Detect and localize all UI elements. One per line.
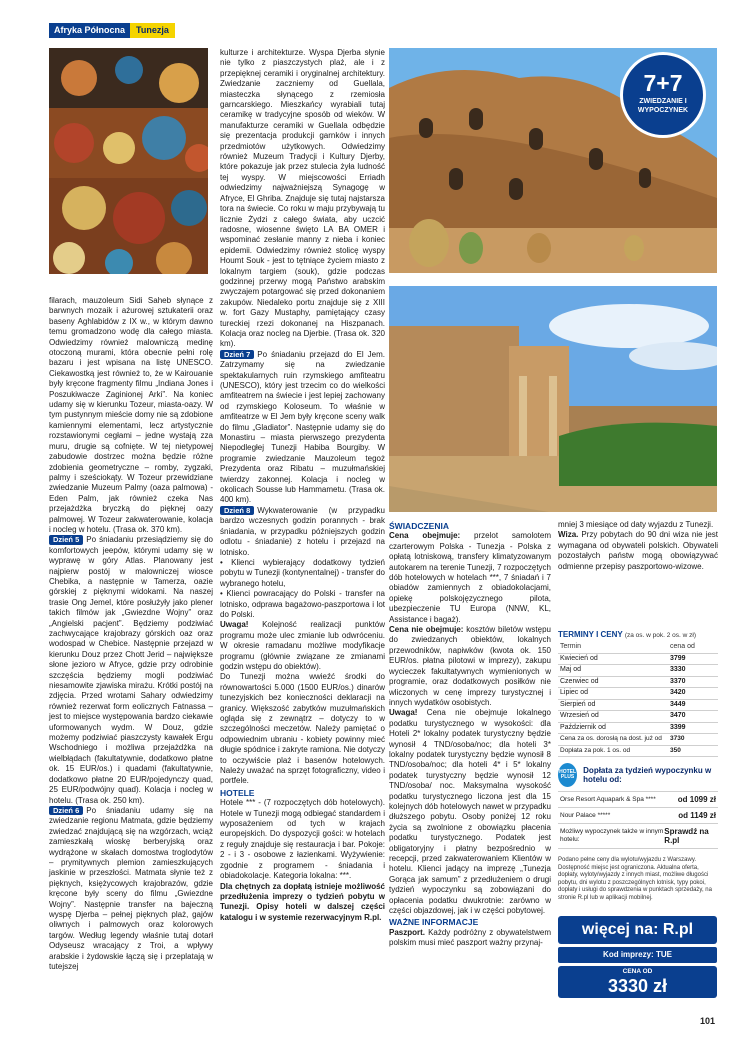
price-includes-label: Cena obejmuje: (389, 531, 461, 541)
badge-duration: 7+7 (643, 70, 683, 96)
itinerary-day6-continued: kulturze i architekturze. Wyspa Djerba słynie nie tylko z piaszczystych plaż, ale i z przepięknej ceramiki i oryginalnej architektury. Zwiedzanie zaczniemy od Guellala, miasteczka słynącego z rzemiosła garncarskiego. Mieszkańcy wyrabiali tutaj ceramikę w tradycyjne sposób od wieków. W manufakturze ceramiki w Guellala odbędzie się prezentacja produkcji garnków i innych przedmiotów użytkowych. Odwiedzimy również Muzeum Tradycji i Kultury Djerby, które pokazuje jak przez stulecia żyła ludność tej wyspy. W miejscowości Erriadh odwiedzimy najważniejszą Synagogę w Afryce, El Ghriba. Znajduje się tutaj najstarsza tora na świecie. Co roku w maju przybywają tu licznie Żydzi z całego świata, aby uczcić radosne, wiosenne święto LA BA OMER i wspominać zesłanie manny z nieba i koniec epidemii. Odwiedzimy również stolicę wyspy Houmt Souk - jest to tętniące życiem miasto z lokalnym targiem (souk), gdzie podczas godzinnej przerwy mogą Państwo arabskim zwyczajem potargować się przed dokonaniem zakupów. Niedaleko portu znajduje się z XIII w. fort Gazy Mustaphy, pamiętający czasy tureckiej rzezi dokonanej na Hiszpanach. Kolacja oraz nocleg na Djerbie. (Trasa ok. 320 km). (220, 48, 385, 349)
itinerary-column-2 (220, 48, 385, 923)
hotel-name: Orse Resort Aquapark & Spa **** (560, 795, 656, 803)
prices-table-header (558, 642, 718, 653)
important-info-heading: WAŻNE INFORMACJE (389, 917, 479, 928)
travel-advice: Do Tunezji można wwieźć środki do równowartości 5.000 (1500 EUR/os.) dinarów tunezyjskich bez konieczności deklaracji na granicy. Większość zabytków muzułmańskich ogląda się z zewnątrz – dotyczy to w szczególności meczetów. Należy pamiętać o odpowiednim ubraniu - kobiety powinny mieć długie spódnice i zakryte ramiona. Nie dotyczy to oczywiście plaż i basenów hotelowych. Należy uważać na sprzęt fotograficzny, video i portfele. (220, 672, 385, 786)
term-cell: Maj od (558, 665, 668, 677)
visa-text: Przy pobytach do 90 dni wiza nie jest wymagana od obywateli polskich. Obywateli pozostałych państw mogą obowiązywać odmienne przepisy paszportowo-wizowe. (558, 530, 718, 571)
breadcrumb (49, 23, 175, 38)
table-row (558, 688, 718, 700)
hotels-text: Hotele *** - (7 rozpoczętych dób hotelowych). Hotele w Tunezji mogą odbiegać standardem i wyposażeniem od tych w krajach europejskich. Do dyspozycji gości: w hotelach z reguły znajduje się restauracja i bar. Pokoje: 2 - i 3 - osobowe z łazienkami. Wyżywienie: zgodnie z programem - śniadania i obiadokolacje. Kategoria lokalna: ***. (220, 798, 385, 881)
price-from-box (558, 966, 717, 998)
term-cell: Kwiecień od (558, 653, 668, 665)
term-cell: Sierpień od (558, 699, 668, 711)
itinerary-note: Kolejność realizacji punktów programu może ulec zmianie lub odwróceniu. W okresie ramadanu możliwe modyfikacje programu (głównie związane ze zmianami godzin wstępu do obiektów). (220, 620, 385, 671)
hotel-extension-header (558, 763, 718, 792)
prices-title: TERMINY I CENY (558, 630, 623, 639)
tax-note-label: Uwaga! (389, 708, 418, 718)
day-8-bullet-2: • Klienci powracający do Polski - transfer na lotnisko, odprawa bagażowo-paszportowa i lot do Polski. (220, 589, 385, 619)
itinerary-note-label: Uwaga! (220, 620, 249, 630)
day-8-text: Wykwaterowanie (w przypadku bardzo wczesnych godzin porannych - brak śniadania, w przypadku późniejszych godzin odlotu - śniadanie) z hotelu i przejazd na lotnisko. (220, 505, 385, 557)
badge-caption: ZWIEDZANIE I WYPOCZYNEK (637, 98, 689, 114)
hotel-name: Możliwy wypoczynek także w innym hotelu: (560, 828, 664, 843)
visa-column (558, 520, 718, 572)
day-5-label: Dzień 5 (49, 535, 83, 545)
itinerary-column-1 (49, 296, 213, 972)
term-cell: Październik od (558, 722, 668, 734)
price-cell: 3370 (668, 676, 718, 688)
hotel-price: od 1149 zł (678, 811, 716, 820)
prices-footnote: Podano pełne ceny dla wylotu/wyjazdu z Warszawy. Dostępność miejsc jest ograniczona. Aktualna oferta, dopłaty, wyloty/wyjazdy z innych miast, możliwe długości pobytu, dni wylotu z poszczególnych lotnisk, typy pokoi, dopłaty i usługi do sprawdzenia w punktach sprzedaży, na stronie R.pl lub w aplikacji mobilnej. (558, 857, 712, 901)
term-cell: Dopłata za pok. 1 os. od (558, 745, 668, 757)
price-excludes-label: Cena nie obejmuje: (389, 625, 464, 635)
services-heading: ŚWIADCZENIA (389, 521, 449, 531)
ruins-photo (389, 286, 717, 512)
hotels-heading: HOTELE (220, 787, 255, 798)
website-link[interactable]: więcej na: R.pl (558, 916, 717, 944)
term-header: Termin (558, 642, 668, 653)
day-6-label: Dzień 6 (49, 806, 83, 816)
day-6-text: Po śniadaniu udamy się na zwiedzanie regionu Matmata, gdzie będziemy zwiedzać znajdującą się na wzgórzach, wciąż zamieszkałą wioskę berberyjską oraz wydrążone w skałach domostwa troglodytów – prymitywnych plemion zamieszkujących jaskinie w przeszłości. Matmata słynie też z pięknych, księżycowych krajobrazów, gdzie kręcone były sceny do filmu „Gwiezdne Wojny”. Następnie transfer na bajeczną wyspę Djerba – pełnej pięknych plaż, gajów oliwnych i palmowych oraz kolorowych targów. Według legendy właśnie tutaj dotarł Odyseusz wracający z Troi, a wpływy arabskie i żydowskie łączą się i przeplatają w tutejszej (49, 805, 213, 971)
breadcrumb-country: Tunezja (130, 23, 175, 38)
price-excludes: kosztów biletów wstępu do zwiedzanych obiektów, lokalnych przewodników, napiwków (kwota ok. 150 EUR/os. płatna pilotowi w imprezy), zakupu wycieczek fakultatywnych wymienionych w programie, oraz dodatkowych posiłków nie wliczonych w cenę imprezy turystycznej i innych wydatków osobistych. (389, 625, 551, 707)
price-cell: 3330 (668, 665, 718, 677)
passport-text-continued: mniej 3 miesiące od daty wyjazdu z Tunezji. (558, 520, 714, 529)
table-row (558, 676, 718, 688)
prices-box (558, 630, 718, 903)
list-item (558, 808, 718, 824)
list-item (558, 792, 718, 808)
table-row (558, 653, 718, 665)
itinerary-day4-continued: filarach, mauzoleum Sidi Saheb słynące z barwnych mozaik i ażurowej sztukaterii oraz baseny Aghlabidów z IX w., w którym dawno temu gromadzono wodę dla całego miasta. Odwiedzimy również malowniczą medinę otoczoną murami, która obecnie pełni rolę bazaru i jest wpisana na listę UNESCO. Ciekawostką jest również to, że w Kairouanie były kręcone fragmenty filmu „Indiana Jones i Poszukiwacze Zaginionej Arki”. Na koniec udamy się w kierunku Tozeur, miasta-oazy. W tym pustynnym mieście domy nie są zdobione kamiennymi elementami, lecz artystycznie rozstawionymi cegłami – jedne wystają zza muru, drugie są cofnięte. W tej nietypowej zabudowie dostrzec można będzie różne zdobienia geometryczne – romby, zygzaki, palmy i sześciokąty. W Tozeur przewidziane zwiedzanie Muzeum Palmy (oaza palmowa) - Eden Palm, jak również czeka Nas przejażdżka bryczką do pięknej oazy palmowej. W Tozeur zakwaterowanie, kolacja i nocleg w hotelu. (Trasa ok. 370 km). (49, 296, 213, 534)
prices-heading (558, 630, 718, 639)
services-column (389, 520, 551, 949)
table-row (558, 722, 718, 734)
prices-title-note: (za os. w pok. 2 os. w zł) (624, 632, 697, 639)
price-from-amount: 3330 zł (607, 976, 668, 996)
prices-table (558, 642, 718, 757)
table-row (558, 734, 718, 746)
price-from-label: CENA OD (622, 968, 653, 975)
price-cell: 3420 (668, 688, 718, 700)
table-row (558, 711, 718, 723)
price-cell: 3799 (668, 653, 718, 665)
hotel-plus-logo: HOTEL PLUS (558, 763, 577, 787)
passport-text: Każdy podróżny z obywatelstwem polskim musi mieć paszport ważny przynaj- (389, 927, 551, 948)
term-cell: Cena za os. dorosłą na dost. już od (558, 734, 668, 746)
price-cell: 3399 (668, 722, 718, 734)
hotel-name: Nour Palace ***** (560, 811, 611, 819)
day-8-label: Dzień 8 (220, 506, 254, 516)
hotel-price: od 1099 zł (677, 795, 716, 804)
passport-label: Paszport. (389, 927, 426, 937)
price-cell: 3470 (668, 711, 718, 723)
day-7-text: Po śniadaniu przejazd do El Jem. Zatrzymamy się na zwiedzanie spektakularnych ruin rzymskiego amfiteatru (UNESCO), który jest trzecim co do wielkości amfiteatrem na świecie i jest lepiej zachowany od rzymskiego Koloseum. To właśnie w amfiteatrze w El Jem były kręcone sceny walk do filmu „Gladiator”. Następnie udamy się do Monastiru – miasta pierwszego prezydenta Niepodległej Tunezji Habiba Bourgiby. W programie zwiedzanie Mauzoleum tegoż Prezydenta oraz Ribatu – muzułmańskiej twierdzy zakonnej. Kolacja i nocleg w okolicach Sousse lub Hammametu. (Trasa ok. 400 km). (220, 349, 385, 505)
term-cell: Lipiec od (558, 688, 668, 700)
day-8-bullet-1: • Klienci wybierający dodatkowy tydzień pobytu w Tunezji (kontynentalnej) - transfer do wybranego hotelu, (220, 557, 385, 588)
tour-type-badge (620, 52, 706, 138)
list-item (558, 824, 718, 849)
price-cell: 3449 (668, 699, 718, 711)
bazaar-photo (49, 48, 208, 274)
term-cell: Wrzesień od (558, 711, 668, 723)
breadcrumb-region: Afryka Północna (49, 23, 130, 38)
table-row (558, 665, 718, 677)
visa-label: Wiza. (558, 530, 579, 540)
price-includes: przelot samolotem czarterowym Polska - Tunezja - Polska z opłatą lotniskową, transfery klimatyzowanym autokarem na terenie Tunezji, 7 rozpoczętych dób hotelowych w hotelach ***, 7 śniadań i 7 obiadów zamiennych z obiadokolacjami, opiekę polskojęzycznego pilota, ubezpieczenie TU Europa (NNW, KL, Assistance i bagaż). (389, 531, 551, 624)
table-row (558, 745, 718, 757)
table-row (558, 699, 718, 711)
price-cell: 350 (668, 745, 718, 757)
hotels-extension-note: Dla chętnych za dopłatą istnieje możliwość przedłużenia imprezy o tydzień pobytu w Tunezji. Opisy hoteli w dalszej części katalogu i w systemie rezerwacyjnym R.pl. (220, 881, 385, 922)
price-header: cena od (668, 642, 718, 653)
hotel-price: Sprawdź na R.pl (664, 827, 709, 845)
page-number: 101 (700, 1016, 716, 1026)
tax-note: Cena nie obejmuje lokalnego podatku turystycznego w wysokości: dla Hoteli 2* lokalny podatek turystyczny będzie wynosił 4 TND/osoba/noc; dla hoteli 3* lokalny podatek turystyczny będzie wynosił 8 TND/osoba/noc; dla hoteli 4* i 5* lokalny podatek turystyczny będzie wynosił 12 TND/osoba/ noc. Maksymalna wysokość podatku turystycznego liczona jest dla 15 kolejnych dób hotelowych nawet w przypadku dłuższego pobytu. Osoby poniżej 12 roku życia są zwolnione z obowiązku płacenia podatku turystycznego. Podatek jest obligatoryjny i płatny bezpośrednio w recepcji, przed zakwaterowaniem Klientów w hotelu. Klienci jadący na imprezę „Tunezja Gorąca jak samum” z przedłużeniem o drugi tydzień wypoczynku są zobowiązani do opłacenia podatku dwukrotnie: zarówno w części objazdowej, jak i w części pobytowej. (389, 708, 551, 916)
price-cell: 3730 (668, 734, 718, 746)
hotel-extension-title: Dopłata za tydzień wypoczynku w hotelu od: (583, 765, 712, 784)
term-cell: Czerwiec od (558, 676, 668, 688)
tour-code: Kod imprezy: TUE (558, 947, 717, 963)
day-5-text: Po śniadaniu przesiądziemy się do komfortowych jeepów, którymi udamy się w wyprawę w góry Atlas. Planowany jest najpierw postój w malowniczej wiosce Chebika, a następnie w Tamerza, oazie górskiej z pięknymi widokami. Na naszej trasie Ong Jemel, które posłużyły jako plener takich filmów jak „Gwiezdne Wojny” oraz „Angielski pacjent”. Będziemy podziwiać zachwycające krajobrazy górskich oaz oraz wodospad w Chebice. Następnie przejazd w kierunku Douz przez Chott Jerid – największe słone jezioro w Afryce, gdzie przy odrobinie szczęścia będziemy mogli podziwiać niesamowite zjawiska mirażu. Krótki postój na zdjęcia. Przed wrotami Sahary odwiedzimy również rezerwat form eolicznych Fatnassa – jest to miejsce występowania bardzo ciekawie uformowanych wydm. W Douz, gdzie możemy podziwiać piaszczysty kawałek Ergu Wschodniego i możliwa przejażdżka na wielbłądach (fakultatywnie, dodatkowo płatne ok. 15 EUR/os.) i quadami (fakultatywnie, dodatkowo płatne 20 EUR/pojedynczy quad, 25 EUR/podwójny quad). Kolacja i nocleg w hotelu. (Trasa ok. 250 km). (49, 535, 213, 805)
day-7-label: Dzień 7 (220, 350, 254, 360)
